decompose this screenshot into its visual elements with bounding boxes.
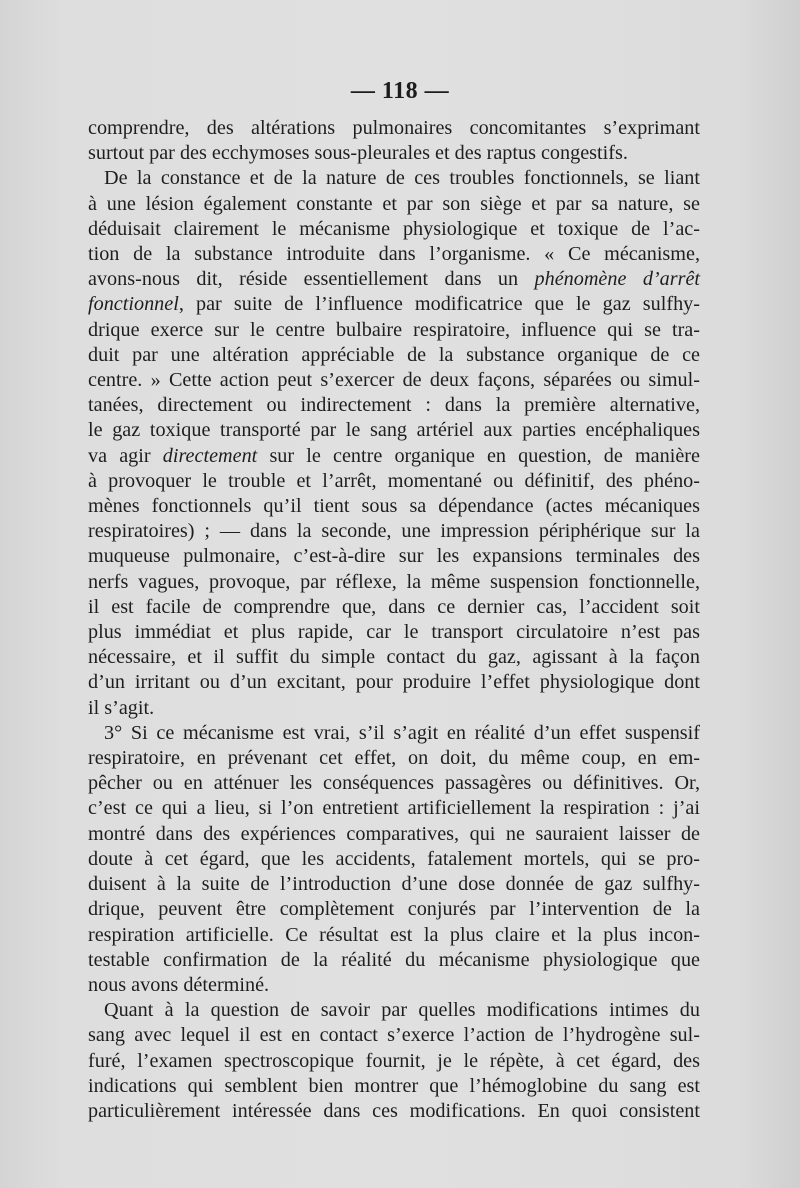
text-line: il s’agit.	[88, 696, 155, 719]
text-line: nous avons déterminé.	[88, 973, 270, 996]
text-line: particulièrement intéressée dans ces modifications. En quoi consistent	[88, 1099, 700, 1122]
text-line: respiratoire, en prévenant cet effet, on doit, du même coup, en em-	[88, 747, 700, 770]
text-line: testable confirmation de la réalité du mécanisme physiologique que	[88, 948, 700, 971]
text-line: plus immédiat et plus rapide, car le transport circulatoire n’est pas	[88, 621, 700, 644]
text-line: le gaz toxique transporté par le sang artériel aux parties encéphaliques	[88, 419, 700, 442]
text-line: mènes fonctionnels qu’il tient sous sa dépendance (actes mécaniques	[88, 495, 700, 518]
text-line: drique exerce sur le centre bulbaire respiratoire, influence qui se tra-	[88, 318, 700, 341]
text-line: tion de la substance introduite dans l’organisme. « Ce mécanisme,	[88, 243, 700, 266]
body-text	[88, 116, 700, 1124]
text-line: respiratoires) ; — dans la seconde, une impression périphérique sur la	[88, 520, 700, 543]
paragraph	[88, 116, 700, 166]
text-line: duit par une altération appréciable de la substance organique de ce	[88, 343, 700, 366]
text-line: De la constance et de la nature de ces troubles fonctionnels, se liant	[104, 167, 700, 190]
text-line: à une lésion également constante et par son siège et par sa nature, se	[88, 192, 700, 215]
text-line: d’un irritant ou d’un excitant, pour produire l’effet physiologique dont	[88, 671, 700, 694]
text-line: comprendre, des altérations pulmonaires concomitantes s’exprimant	[88, 117, 700, 139]
text-line: va agir directement sur le centre organique en question, de manière	[88, 444, 700, 467]
text-line: surtout par des ecchymoses sous-pleurales et des raptus congestifs.	[88, 142, 628, 165]
text-line: fonctionnel, par suite de l’influence modificatrice que le gaz sulfhy-	[88, 293, 700, 316]
text-line: tanées, directement ou indirectement : dans la première alternative,	[88, 394, 700, 417]
text-line: drique, peuvent être complètement conjurés par l’intervention de la	[88, 898, 700, 921]
text-line: nerfs vagues, provoque, par réflexe, la même suspension fonctionnelle,	[88, 570, 700, 593]
text-line: duisent à la suite de l’introduction d’une dose donnée de gaz sulfhy-	[88, 873, 700, 896]
text-line: avons-nous dit, réside essentiellement dans un phénomène d’arrêt	[88, 268, 701, 291]
paragraph	[88, 998, 700, 1124]
text-line: furé, l’examen spectroscopique fournit, je le répète, à cet égard, des	[88, 1049, 700, 1072]
text-line: Quant à la question de savoir par quelles modifications intimes du	[104, 999, 700, 1022]
text-line: il est facile de comprendre que, dans ce dernier cas, l’accident soit	[88, 595, 700, 618]
text-line: pêcher ou en atténuer les conséquences passagères ou définitives. Or,	[88, 772, 700, 795]
paragraph	[88, 721, 700, 998]
text-line: doute à cet égard, que les accidents, fatalement mortels, qui se pro-	[88, 847, 700, 870]
text-line: centre. » Cette action peut s’exercer de deux façons, séparées ou simul-	[88, 369, 700, 392]
text-line: montré dans des expériences comparatives, qui ne sauraient laisser de	[88, 822, 700, 845]
page-number: — 118 —	[350, 78, 450, 104]
text-line: 3° Si ce mécanisme est vrai, s’il s’agit en réalité d’un effet suspensif	[104, 721, 700, 744]
text-line: nécessaire, et il suffit du simple contact du gaz, agissant à la façon	[88, 646, 700, 669]
text-line: respiration artificielle. Ce résultat est la plus claire et la plus incon-	[88, 923, 700, 946]
text-line: c’est ce qui a lieu, si l’on entretient artificiellement la respiration : j’ai	[88, 797, 700, 820]
text-line: muqueuse pulmonaire, c’est-à-dire sur les expansions terminales des	[88, 545, 700, 568]
text-line: sang avec lequel il est en contact s’exerce l’action de l’hydrogène sul-	[88, 1024, 700, 1047]
text-line: indications qui semblent bien montrer que l’hémoglobine du sang est	[88, 1074, 700, 1097]
text-line: à provoquer le trouble et l’arrêt, momentané ou définitif, des phéno-	[88, 469, 700, 492]
text-line: déduisait clairement le mécanisme physiologique et toxique de l’ac-	[88, 217, 700, 240]
paragraph	[88, 166, 700, 720]
